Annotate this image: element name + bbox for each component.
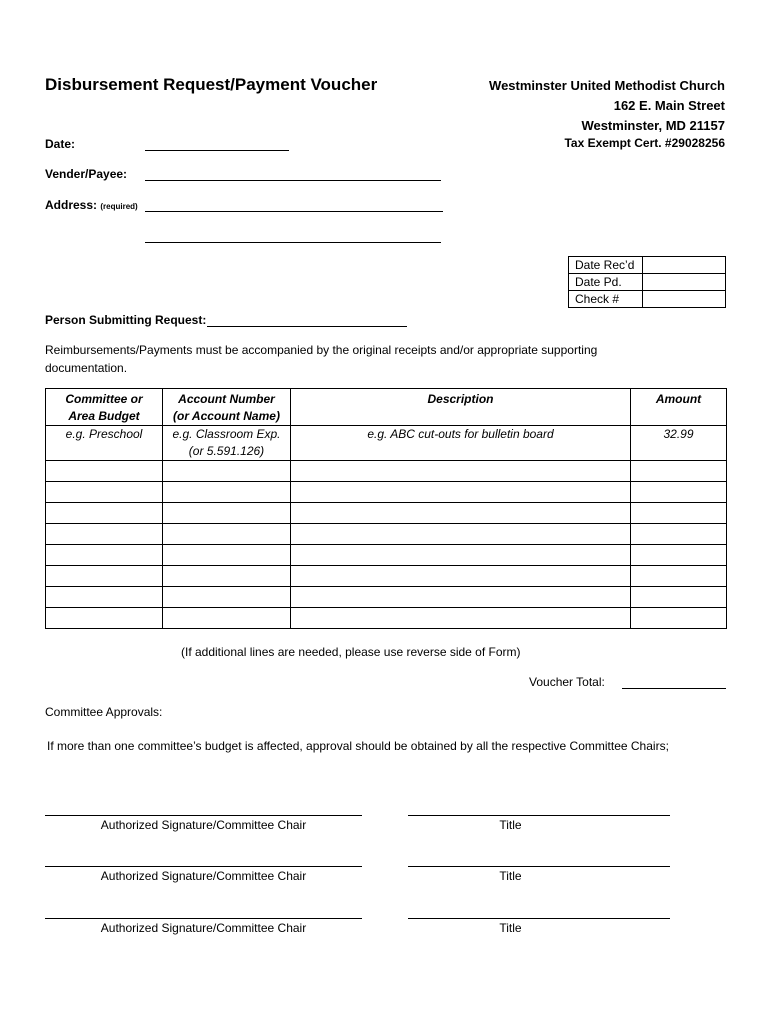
account-header-line-1: Account Number bbox=[178, 392, 275, 406]
committee-header-line-2: Area Budget bbox=[68, 409, 140, 423]
committee-cell[interactable] bbox=[46, 461, 163, 482]
amount-cell[interactable] bbox=[631, 524, 727, 545]
tax-exempt-cert: Tax Exempt Cert. #29028256 bbox=[564, 136, 725, 150]
committee-header-line-1: Committee or bbox=[65, 392, 143, 406]
check-number-field[interactable] bbox=[643, 291, 726, 308]
voucher-total-label: Voucher Total: bbox=[529, 675, 605, 689]
description-cell[interactable] bbox=[291, 503, 631, 524]
additional-lines-note: (If additional lines are needed, please use reverse side of Form) bbox=[181, 645, 521, 659]
table-row bbox=[46, 587, 727, 608]
title-label: Title bbox=[499, 869, 522, 883]
example-description: e.g. ABC cut-outs for bulletin board bbox=[291, 426, 631, 461]
person-submitting-field[interactable] bbox=[207, 326, 407, 327]
account-cell[interactable] bbox=[163, 503, 291, 524]
address-label bbox=[45, 198, 138, 212]
example-amount: 32.99 bbox=[631, 426, 727, 461]
example-account-line-1: e.g. Classroom Exp. bbox=[172, 427, 281, 441]
voucher-total-field[interactable] bbox=[622, 688, 726, 689]
form-title: Disbursement Request/Payment Voucher bbox=[45, 75, 378, 94]
address-required-note: (required) bbox=[100, 202, 138, 211]
vendor-field[interactable] bbox=[145, 180, 441, 181]
date-label: Date: bbox=[45, 137, 76, 151]
date-received-field[interactable] bbox=[643, 257, 726, 274]
approvals-note: If more than one committee’s budget is affected, approval should be obtained by all the respective Committee Chairs; bbox=[47, 739, 669, 753]
amount-cell[interactable] bbox=[631, 461, 727, 482]
amount-cell[interactable] bbox=[631, 566, 727, 587]
signature-line[interactable] bbox=[45, 918, 362, 919]
description-cell[interactable] bbox=[291, 545, 631, 566]
committee-cell[interactable] bbox=[46, 608, 163, 629]
table-row bbox=[46, 608, 727, 629]
check-number-row bbox=[569, 291, 726, 308]
address-label-text: Address: bbox=[45, 198, 98, 212]
committee-approvals-label: Committee Approvals: bbox=[45, 705, 163, 719]
description-cell[interactable] bbox=[291, 566, 631, 587]
date-received-label: Date Rec’d bbox=[569, 257, 643, 274]
vendor-label: Vender/Payee: bbox=[45, 167, 128, 181]
amount-cell[interactable] bbox=[631, 545, 727, 566]
amount-cell[interactable] bbox=[631, 503, 727, 524]
table-header-row bbox=[46, 389, 727, 426]
example-account bbox=[163, 426, 291, 461]
signature-label: Authorized Signature/Committee Chair bbox=[100, 869, 307, 883]
church-street: 162 E. Main Street bbox=[613, 98, 725, 113]
committee-cell[interactable] bbox=[46, 503, 163, 524]
description-cell[interactable] bbox=[291, 482, 631, 503]
description-cell[interactable] bbox=[291, 461, 631, 482]
check-number-label: Check # bbox=[569, 291, 643, 308]
signature-line[interactable] bbox=[45, 815, 362, 816]
date-paid-row bbox=[569, 274, 726, 291]
table-row bbox=[46, 545, 727, 566]
account-cell[interactable] bbox=[163, 608, 291, 629]
instructions-line-1: Reimbursements/Payments must be accompanied by the original receipts and/or appropriate supporting bbox=[45, 343, 598, 357]
example-row bbox=[46, 426, 727, 461]
table-row bbox=[46, 482, 727, 503]
description-cell[interactable] bbox=[291, 608, 631, 629]
example-committee: e.g. Preschool bbox=[46, 426, 163, 461]
address-field-2[interactable] bbox=[145, 242, 441, 243]
account-cell[interactable] bbox=[163, 482, 291, 503]
disbursement-table bbox=[45, 388, 727, 629]
description-cell[interactable] bbox=[291, 524, 631, 545]
title-line[interactable] bbox=[408, 918, 670, 919]
account-cell[interactable] bbox=[163, 566, 291, 587]
date-received-row bbox=[569, 257, 726, 274]
table-row bbox=[46, 524, 727, 545]
church-city: Westminster, MD 21157 bbox=[581, 118, 725, 133]
account-header bbox=[163, 389, 291, 426]
signature-label: Authorized Signature/Committee Chair bbox=[100, 921, 307, 935]
church-name: Westminster United Methodist Church bbox=[489, 78, 725, 93]
title-line[interactable] bbox=[408, 815, 670, 816]
date-paid-field[interactable] bbox=[643, 274, 726, 291]
amount-cell[interactable] bbox=[631, 608, 727, 629]
account-cell[interactable] bbox=[163, 545, 291, 566]
amount-cell[interactable] bbox=[631, 587, 727, 608]
committee-cell[interactable] bbox=[46, 524, 163, 545]
title-line[interactable] bbox=[408, 866, 670, 867]
title-label: Title bbox=[499, 921, 522, 935]
committee-cell[interactable] bbox=[46, 545, 163, 566]
person-submitting-label: Person Submitting Request: bbox=[45, 313, 207, 327]
account-header-line-2: (or Account Name) bbox=[173, 409, 280, 423]
committee-header bbox=[46, 389, 163, 426]
signature-line[interactable] bbox=[45, 866, 362, 867]
committee-cell[interactable] bbox=[46, 587, 163, 608]
example-account-line-2: (or 5.591.126) bbox=[188, 444, 265, 458]
office-use-box bbox=[568, 256, 726, 308]
account-cell[interactable] bbox=[163, 587, 291, 608]
committee-cell[interactable] bbox=[46, 482, 163, 503]
table-row bbox=[46, 461, 727, 482]
account-cell[interactable] bbox=[163, 524, 291, 545]
title-label: Title bbox=[499, 818, 522, 832]
date-field[interactable] bbox=[145, 150, 289, 151]
account-cell[interactable] bbox=[163, 461, 291, 482]
amount-header: Amount bbox=[631, 389, 727, 426]
description-cell[interactable] bbox=[291, 587, 631, 608]
description-header: Description bbox=[291, 389, 631, 426]
table-row bbox=[46, 503, 727, 524]
signature-label: Authorized Signature/Committee Chair bbox=[100, 818, 307, 832]
amount-cell[interactable] bbox=[631, 482, 727, 503]
address-field-1[interactable] bbox=[145, 211, 443, 212]
date-paid-label: Date Pd. bbox=[569, 274, 643, 291]
instructions-line-2: documentation. bbox=[45, 361, 128, 375]
table-row bbox=[46, 566, 727, 587]
committee-cell[interactable] bbox=[46, 566, 163, 587]
